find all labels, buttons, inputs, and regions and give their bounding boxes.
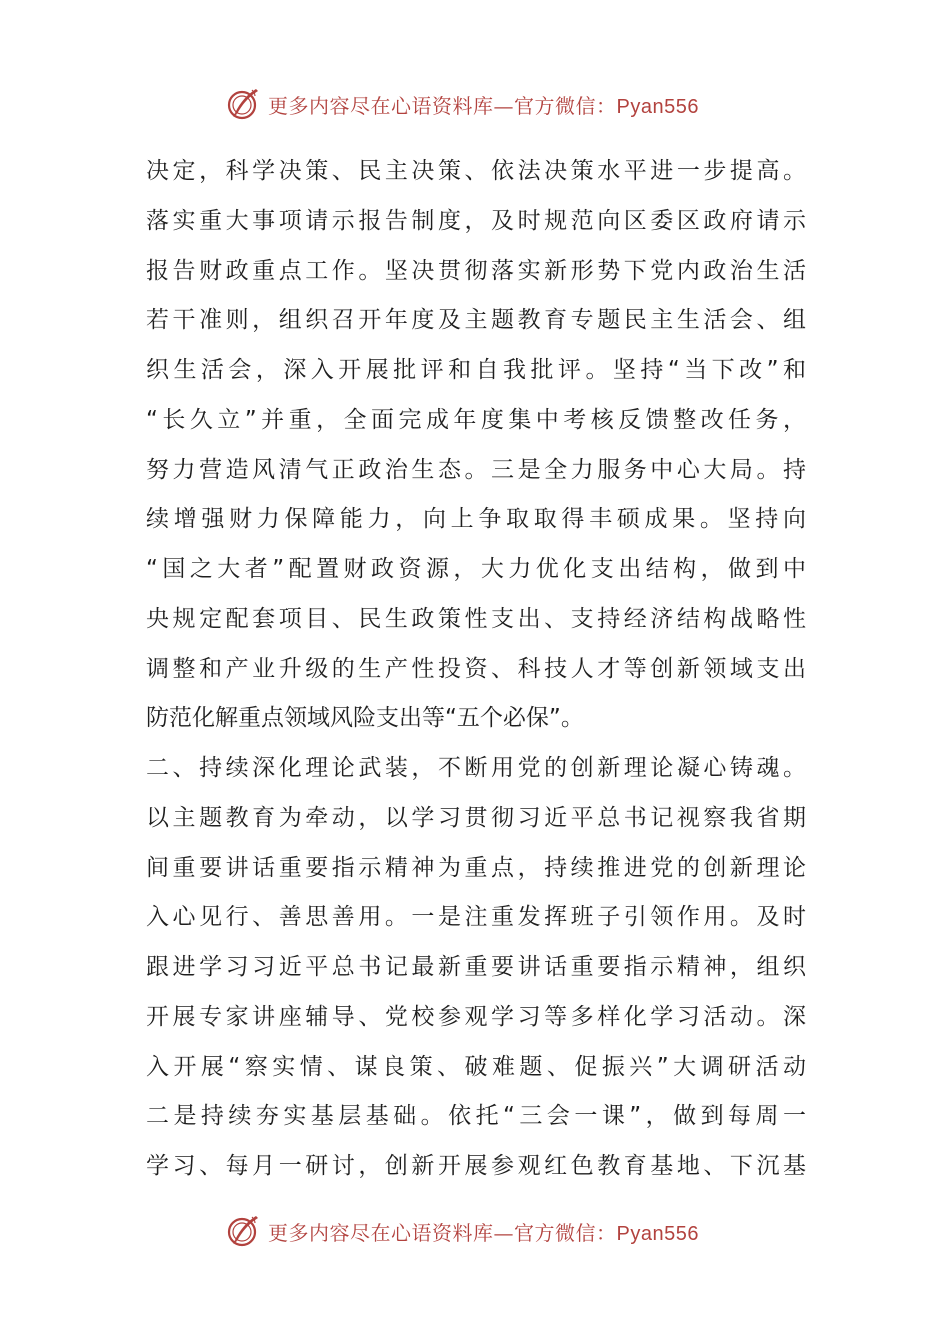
text-line: 入心见行、善思善用。一是注重发挥班子引领作用。及时	[146, 904, 806, 931]
text-line: “国之大者”配置财政资源，大力优化支出结构，做到中	[146, 556, 806, 582]
quill-pen-logo-icon	[226, 1213, 262, 1249]
text-line: 决定，科学决策、民主决策、依法决策水平进一步提高。	[146, 158, 806, 184]
text-line: 以主题教育为牵动，以学习贯彻习近平总书记视察我省期	[146, 804, 806, 831]
banner-separator: —	[493, 1220, 514, 1245]
text-line: 跟进学习习近平总书记最新重要讲话重要指示精神，组织	[146, 954, 806, 980]
text-line: 落实重大事项请示报告制度，及时规范向区委区政府请示	[146, 207, 806, 234]
section-heading: 二、持续深化理论武装，不断用党的创新理论凝心铸魂。	[146, 755, 806, 781]
banner-content	[226, 79, 699, 129]
text-line: 间重要讲话重要指示精神为重点，持续推进党的创新理论	[146, 854, 806, 881]
footer-banner	[0, 1206, 950, 1256]
text-line: 学习、每月一研讨，创新开展参观红色教育基地、下沉基	[146, 1153, 806, 1179]
banner-main-text: 更多内容尽在心语资料库	[268, 93, 494, 118]
banner-separator: —	[493, 93, 514, 118]
text-line: 织生活会，深入开展批评和自我批评。坚持“当下改”和	[146, 357, 806, 383]
banner-official-label: 官方微信：	[514, 1220, 617, 1245]
text-line: 若干准则，组织召开年度及主题教育专题民主生活会、组	[146, 307, 806, 334]
text-line: 续增强财力保障能力，向上争取取得丰硕成果。坚持向	[146, 506, 806, 533]
text-line: 调整和产业升级的生产性投资、科技人才等创新领域支出	[146, 655, 806, 682]
text-line: 入开展“察实情、谋良策、破难题、促振兴”大调研活动	[146, 1053, 806, 1080]
banner-official-label: 官方微信：	[514, 93, 617, 118]
header-banner	[0, 79, 950, 129]
banner-text	[268, 1217, 699, 1246]
body-text	[146, 147, 806, 1192]
text-line: 央规定配套项目、民生政策性支出、支持经济结构战略性	[146, 605, 806, 632]
banner-account: Pyan556	[616, 95, 699, 118]
text-line: 防范化解重点领域风险支出等“五个必保”。	[146, 705, 584, 732]
text-line: 开展专家讲座辅导、党校参观学习等多样化学习活动。深	[146, 1003, 806, 1030]
text-line: 报告财政重点工作。坚决贯彻落实新形势下党内政治生活	[146, 257, 806, 284]
banner-main-text: 更多内容尽在心语资料库	[268, 1220, 494, 1245]
banner-account: Pyan556	[616, 1222, 699, 1245]
text-line: “长久立”并重，全面完成年度集中考核反馈整改任务，	[146, 406, 806, 433]
quill-pen-logo-icon	[226, 86, 262, 122]
banner-text	[268, 90, 699, 119]
banner-content	[226, 1206, 699, 1256]
text-line: 努力营造风清气正政治生态。三是全力服务中心大局。持	[146, 456, 806, 483]
text-line: 二是持续夯实基层基础。依托“三会一课”，做到每周一	[146, 1103, 806, 1130]
